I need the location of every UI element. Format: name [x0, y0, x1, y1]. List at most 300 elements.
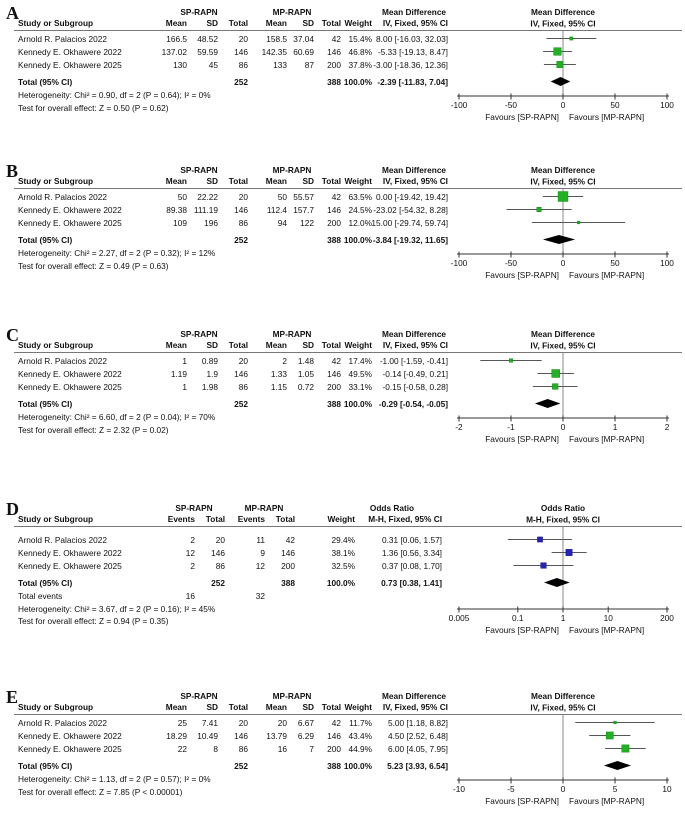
value-col-header: Total [228, 18, 248, 28]
group2-value: 200 [327, 218, 341, 228]
overall-test-text: Test for overall effect: Z = 0.49 (P = 0.63) [18, 261, 169, 271]
total-group2-n: 388 [327, 235, 341, 245]
group1-header: SP-RAPN [175, 503, 213, 513]
total-group1-n: 252 [211, 578, 225, 588]
tick-label: 0.005 [448, 613, 470, 623]
tick-label: -5 [507, 784, 515, 794]
total-label: Total (95% CI) [18, 578, 73, 588]
group1-header: SP-RAPN [180, 7, 218, 17]
total-group2-n: 388 [327, 77, 341, 87]
forest-panel-a [0, 4, 685, 156]
weight-value: 32.5% [331, 561, 355, 571]
heterogeneity-text: Heterogeneity: Chi² = 6.60, df = 2 (P = 0.04); I² = 70% [18, 412, 216, 422]
effect-square [570, 37, 573, 40]
value-col-header: Mean [265, 340, 287, 350]
value-col-header: SD [206, 18, 218, 28]
effect-measure-header: Odds Ratio [369, 503, 415, 513]
value-col-header: SD [302, 176, 314, 186]
value-col-header: Mean [265, 176, 287, 186]
study-name: Arnold R. Palacios 2022 [18, 192, 108, 202]
weight-value: 29.4% [331, 535, 355, 545]
group1-value: 86 [238, 382, 248, 392]
plot-method-header: IV, Fixed, 95% CI [530, 340, 596, 351]
weight-value: 24.5% [348, 205, 372, 215]
study-name: Kennedy E. Okhawere 2022 [18, 205, 122, 215]
method-col-header: IV, Fixed, 95% CI [382, 18, 448, 28]
total-group2-n: 388 [281, 578, 295, 588]
group1-value: 146 [234, 205, 248, 215]
group2-value: 6.67 [297, 718, 314, 728]
tick-label: 50 [610, 100, 620, 110]
value-col-header: Mean [165, 176, 187, 186]
group1-value: 18.29 [166, 731, 187, 741]
total-weight: 100.0% [343, 399, 372, 409]
value-col-header: SD [206, 176, 218, 186]
effect-square [537, 207, 541, 211]
weight-value: 49.5% [348, 369, 372, 379]
value-col-header: Events [237, 514, 265, 524]
value-col-header: Mean [165, 702, 187, 712]
group1-value: 20 [238, 192, 248, 202]
ci-value: 0.31 [0.06, 1.57] [382, 535, 442, 545]
plot-method-header: IV, Fixed, 95% CI [530, 18, 596, 29]
group1-value: 1 [182, 356, 187, 366]
group2-value: 157.7 [293, 205, 314, 215]
group1-value: 20 [238, 34, 248, 44]
study-name: Kennedy E. Okhawere 2025 [18, 60, 122, 70]
group1-value: 20 [215, 535, 225, 545]
tick-label: 0 [560, 422, 566, 432]
favours-left-label: Favours [SP-RAPN] [485, 625, 559, 635]
tick-label: 2 [664, 422, 670, 432]
study-name: Kennedy E. Okhawere 2025 [18, 218, 122, 228]
tick-label: -10 [453, 784, 465, 794]
study-col-header: Study or Subgroup [18, 514, 94, 524]
tick-label: 50 [610, 258, 620, 268]
group2-value: 200 [327, 744, 341, 754]
group1-value: 48.52 [197, 34, 218, 44]
weight-value: 63.5% [348, 192, 372, 202]
weight-value: 44.9% [348, 744, 372, 754]
value-col-header: Total [321, 18, 341, 28]
tick-label: 0 [560, 784, 566, 794]
heterogeneity-text: Heterogeneity: Chi² = 2.27, df = 2 (P = 0.32); I² = 12% [18, 248, 216, 258]
study-name: Arnold R. Palacios 2022 [18, 718, 108, 728]
pooled-diamond [551, 77, 571, 86]
favours-left-label: Favours [SP-RAPN] [485, 112, 559, 122]
group1-value: 25 [177, 718, 187, 728]
group2-value: 6.29 [297, 731, 314, 741]
forest-panel-d [0, 492, 685, 652]
group2-value: 158.5 [266, 34, 287, 44]
group2-value: 20 [277, 718, 287, 728]
tick-label: 5 [612, 784, 618, 794]
ci-value: -3.00 [-18.36, 12.36] [373, 60, 448, 70]
effect-square [558, 192, 568, 202]
group1-value: 12 [185, 548, 195, 558]
group2-value: 2 [282, 356, 287, 366]
group1-value: 109 [173, 218, 187, 228]
group1-value: 22.22 [197, 192, 218, 202]
tick-label: -100 [450, 100, 468, 110]
weight-col-header: Weight [327, 514, 355, 524]
ci-value: -5.33 [-19.13, 8.47] [377, 47, 448, 57]
group2-value: 11 [256, 535, 265, 545]
panel-letter: B [6, 161, 19, 181]
value-col-header: Total [205, 514, 225, 524]
plot-method-header: IV, Fixed, 95% CI [530, 176, 596, 187]
weight-value: 12.0% [348, 218, 372, 228]
group2-value: 42 [285, 535, 295, 545]
group1-header: SP-RAPN [180, 329, 218, 339]
forest-panel-b [0, 162, 685, 314]
weight-value: 11.7% [349, 718, 372, 728]
group2-header: MP-RAPN [272, 7, 312, 17]
group2-value: 9 [260, 548, 265, 558]
value-col-header: Total [321, 176, 341, 186]
value-col-header: SD [302, 340, 314, 350]
ci-value: 8.00 [-16.03, 32.03] [376, 34, 448, 44]
group1-value: 1 [182, 382, 187, 392]
group2-value: 200 [327, 60, 341, 70]
effect-square [577, 221, 580, 224]
forest-plot-e [440, 688, 685, 840]
group2-value: 133 [273, 60, 287, 70]
total-weight: 100.0% [343, 77, 372, 87]
weight-value: 15.4% [348, 34, 372, 44]
heterogeneity-text: Heterogeneity: Chi² = 1.13, df = 2 (P = 0.57); I² = 0% [18, 774, 211, 784]
group2-value: 0.72 [297, 382, 314, 392]
group2-value: 60.69 [293, 47, 314, 57]
effect-square [566, 549, 572, 555]
value-col-header: Total [228, 176, 248, 186]
group2-value: 200 [327, 382, 341, 392]
group1-value: 22 [177, 744, 187, 754]
effect-square [552, 370, 560, 378]
study-name: Kennedy E. Okhawere 2025 [18, 382, 122, 392]
tick-label: 100 [660, 100, 674, 110]
tick-label: 1 [612, 422, 618, 432]
favours-left-label: Favours [SP-RAPN] [485, 270, 559, 280]
value-col-header: Total [321, 340, 341, 350]
study-name: Kennedy E. Okhawere 2022 [18, 548, 122, 558]
favours-left-label: Favours [SP-RAPN] [485, 796, 559, 806]
heterogeneity-text: Heterogeneity: Chi² = 3.67, df = 2 (P = 0.16); I² = 45% [18, 604, 216, 614]
group1-value: 166.5 [166, 34, 187, 44]
group1-value: 86 [238, 218, 248, 228]
total-weight: 100.0% [343, 235, 372, 245]
method-col-header: IV, Fixed, 95% CI [382, 340, 448, 350]
total-label: Total (95% CI) [18, 235, 73, 245]
group1-value: 2 [190, 561, 195, 571]
group1-value: 2 [190, 535, 195, 545]
group1-value: 20 [238, 356, 248, 366]
group1-value: 137.02 [161, 47, 187, 57]
ci-value: -0.15 [-0.58, 0.28] [382, 382, 448, 392]
group1-value: 86 [215, 561, 225, 571]
favours-right-label: Favours [MP-RAPN] [569, 625, 645, 635]
overall-test-text: Test for overall effect: Z = 7.85 (P < 0.00001) [18, 787, 183, 797]
value-col-header: Total [228, 340, 248, 350]
forest-plot-c [440, 326, 685, 478]
ci-value: 5.00 [1.18, 8.82] [388, 718, 448, 728]
forest-plot-a [440, 4, 685, 156]
overall-test-text: Test for overall effect: Z = 0.94 (P = 0.35) [18, 616, 169, 626]
favours-right-label: Favours [MP-RAPN] [569, 270, 645, 280]
group2-header: MP-RAPN [272, 329, 312, 339]
total-ci: -3.84 [-19.32, 11.65] [372, 235, 448, 245]
study-col-header: Study or Subgroup [18, 702, 94, 712]
group1-value: 130 [173, 60, 187, 70]
favours-left-label: Favours [SP-RAPN] [485, 434, 559, 444]
effect-square [541, 563, 547, 569]
group1-value: 86 [238, 744, 248, 754]
effect-measure-header: Mean Difference [381, 329, 447, 339]
group2-value: 16 [277, 744, 287, 754]
total-ci: -2.39 [-11.83, 7.04] [377, 77, 448, 87]
ci-value: 6.00 [4.05, 7.95] [388, 744, 448, 754]
panel-letter: D [6, 499, 19, 519]
overall-test-text: Test for overall effect: Z = 2.32 (P = 0.02) [18, 425, 169, 435]
value-col-header: SD [302, 702, 314, 712]
plot-method-header: IV, Fixed, 95% CI [530, 702, 596, 713]
total-ci: -0.29 [-0.54, -0.05] [378, 399, 448, 409]
value-col-header: Mean [165, 18, 187, 28]
group2-value: 146 [327, 205, 341, 215]
total-group2-n: 388 [327, 761, 341, 771]
ci-value: -23.02 [-54.32, 8.28] [373, 205, 448, 215]
group1-value: 59.59 [197, 47, 218, 57]
tick-label: 200 [660, 613, 674, 623]
group1-value: 1.19 [170, 369, 187, 379]
weight-col-header: Weight [344, 176, 372, 186]
group1-value: 146 [211, 548, 225, 558]
group2-value: 1.48 [297, 356, 314, 366]
group1-value: 50 [177, 192, 187, 202]
weight-value: 46.8% [348, 47, 372, 57]
ci-value: -0.14 [-0.49, 0.21] [382, 369, 448, 379]
weight-value: 33.1% [348, 382, 372, 392]
study-col-header: Study or Subgroup [18, 18, 94, 28]
effect-square [537, 537, 542, 542]
favours-right-label: Favours [MP-RAPN] [569, 112, 645, 122]
total-weight: 100.0% [343, 761, 372, 771]
group1-value: 45 [208, 60, 218, 70]
tick-label: -2 [455, 422, 463, 432]
forest-plot-b [440, 162, 685, 314]
group1-value: 8 [213, 744, 218, 754]
pooled-diamond [543, 235, 575, 244]
weight-col-header: Weight [344, 18, 372, 28]
total-label: Total (95% CI) [18, 77, 73, 87]
plot-method-header: M-H, Fixed, 95% CI [526, 514, 600, 525]
group2-value: 50 [277, 192, 287, 202]
group2-value: 12 [255, 561, 265, 571]
forest-panel-e [0, 688, 685, 840]
group2-header: MP-RAPN [272, 165, 312, 175]
effect-measure-header: Mean Difference [381, 691, 447, 701]
value-col-header: Total [321, 702, 341, 712]
total-events-group1: 16 [185, 591, 195, 601]
plot-effect-header: Odds Ratio [540, 503, 586, 513]
group1-header: SP-RAPN [180, 691, 218, 701]
forest-panel-c [0, 326, 685, 478]
total-group1-n: 252 [234, 761, 248, 771]
total-events-label: Total events [18, 591, 63, 601]
total-label: Total (95% CI) [18, 761, 73, 771]
study-name: Kennedy E. Okhawere 2025 [18, 561, 122, 571]
value-col-header: SD [206, 340, 218, 350]
tick-label: 0 [560, 100, 566, 110]
value-col-header: Total [275, 514, 295, 524]
method-col-header: IV, Fixed, 95% CI [382, 176, 448, 186]
plot-effect-header: Mean Difference [530, 165, 596, 175]
group1-value: 7.41 [201, 718, 218, 728]
group1-value: 86 [238, 60, 248, 70]
value-col-header: Total [228, 702, 248, 712]
group2-value: 94 [277, 218, 287, 228]
plot-effect-header: Mean Difference [530, 7, 596, 17]
effect-measure-header: Mean Difference [381, 7, 447, 17]
group2-value: 1.05 [297, 369, 314, 379]
group1-value: 10.49 [197, 731, 218, 741]
value-col-header: SD [206, 702, 218, 712]
total-group1-n: 252 [234, 235, 248, 245]
favours-right-label: Favours [MP-RAPN] [569, 434, 645, 444]
effect-square [557, 61, 563, 67]
panel-letter: C [6, 325, 19, 345]
effect-square [509, 359, 512, 362]
total-label: Total (95% CI) [18, 399, 73, 409]
value-col-header: Mean [265, 18, 287, 28]
heterogeneity-text: Heterogeneity: Chi² = 0.90, df = 2 (P = 0.64); I² = 0% [18, 90, 211, 100]
total-group1-n: 252 [234, 77, 248, 87]
group2-value: 1.33 [270, 369, 287, 379]
ci-value: -1.00 [-1.59, -0.41] [379, 356, 448, 366]
value-col-header: Mean [265, 702, 287, 712]
group2-value: 1.15 [270, 382, 287, 392]
plot-effect-header: Mean Difference [530, 691, 596, 701]
study-name: Kennedy E. Okhawere 2022 [18, 47, 122, 57]
tick-label: -50 [505, 100, 517, 110]
group2-value: 112.4 [266, 205, 287, 215]
group2-header: MP-RAPN [272, 691, 312, 701]
group2-value: 146 [327, 731, 341, 741]
group2-value: 42 [331, 718, 341, 728]
group2-value: 42 [331, 192, 341, 202]
tick-label: 10 [662, 784, 672, 794]
effect-square [552, 384, 558, 390]
weight-value: 43.4% [348, 731, 372, 741]
group2-value: 142.35 [261, 47, 287, 57]
weight-value: 17.4% [348, 356, 372, 366]
value-col-header: Mean [165, 340, 187, 350]
study-name: Kennedy E. Okhawere 2022 [18, 369, 122, 379]
total-group2-n: 388 [327, 399, 341, 409]
study-name: Arnold R. Palacios 2022 [18, 535, 108, 545]
group2-value: 200 [281, 561, 295, 571]
study-name: Arnold R. Palacios 2022 [18, 356, 108, 366]
total-events-group2: 32 [255, 591, 265, 601]
tick-label: -50 [505, 258, 517, 268]
group1-value: 1.98 [201, 382, 218, 392]
total-ci: 5.23 [3.93, 6.54] [387, 761, 448, 771]
study-name: Arnold R. Palacios 2022 [18, 34, 108, 44]
panel-letter: E [6, 687, 19, 707]
favours-right-label: Favours [MP-RAPN] [569, 796, 645, 806]
value-col-header: SD [302, 18, 314, 28]
pooled-diamond [604, 761, 631, 770]
group2-value: 37.04 [293, 34, 314, 44]
total-group1-n: 252 [234, 399, 248, 409]
group2-value: 42 [331, 356, 341, 366]
effect-square [554, 48, 562, 56]
ci-value: 15.00 [-29.74, 59.74] [371, 218, 448, 228]
method-col-header: M-H, Fixed, 95% CI [368, 514, 442, 524]
group1-value: 196 [204, 218, 218, 228]
pooled-diamond [544, 578, 570, 587]
group2-value: 42 [331, 34, 341, 44]
tick-label: 0.1 [512, 613, 524, 623]
group2-value: 7 [309, 744, 314, 754]
tick-label: 10 [603, 613, 613, 623]
tick-label: 100 [660, 258, 674, 268]
tick-label: -100 [450, 258, 468, 268]
group2-value: 87 [304, 60, 314, 70]
tick-label: -1 [507, 422, 515, 432]
weight-col-header: Weight [344, 702, 372, 712]
group2-value: 146 [327, 47, 341, 57]
group2-value: 146 [281, 548, 295, 558]
study-col-header: Study or Subgroup [18, 340, 94, 350]
group2-value: 13.79 [266, 731, 287, 741]
group1-value: 20 [238, 718, 248, 728]
tick-label: 1 [560, 613, 566, 623]
effect-square [622, 745, 629, 752]
ci-value: 0.00 [-19.42, 19.42] [376, 192, 448, 202]
group2-header: MP-RAPN [244, 503, 284, 513]
value-col-header: Events [167, 514, 195, 524]
group1-value: 146 [234, 731, 248, 741]
group1-header: SP-RAPN [180, 165, 218, 175]
group2-value: 146 [327, 369, 341, 379]
method-col-header: IV, Fixed, 95% CI [382, 702, 448, 712]
forest-plot-d [440, 492, 685, 652]
group1-value: 146 [234, 369, 248, 379]
ci-value: 0.37 [0.08, 1.70] [382, 561, 442, 571]
study-col-header: Study or Subgroup [18, 176, 94, 186]
ci-value: 4.50 [2.52, 6.48] [388, 731, 448, 741]
effect-square [614, 721, 617, 724]
pooled-diamond [535, 399, 560, 408]
effect-square [606, 732, 613, 739]
ci-value: 1.36 [0.56, 3.34] [382, 548, 442, 558]
tick-label: 0 [560, 258, 566, 268]
group1-value: 111.19 [193, 205, 218, 215]
plot-effect-header: Mean Difference [530, 329, 596, 339]
weight-value: 37.8% [348, 60, 372, 70]
group2-value: 55.57 [293, 192, 314, 202]
study-name: Kennedy E. Okhawere 2022 [18, 731, 122, 741]
group1-value: 0.89 [201, 356, 218, 366]
effect-measure-header: Mean Difference [381, 165, 447, 175]
study-name: Kennedy E. Okhawere 2025 [18, 744, 122, 754]
group2-value: 122 [300, 218, 314, 228]
panel-letter: A [6, 3, 19, 23]
weight-col-header: Weight [344, 340, 372, 350]
group1-value: 1.9 [206, 369, 218, 379]
total-weight: 100.0% [326, 578, 355, 588]
